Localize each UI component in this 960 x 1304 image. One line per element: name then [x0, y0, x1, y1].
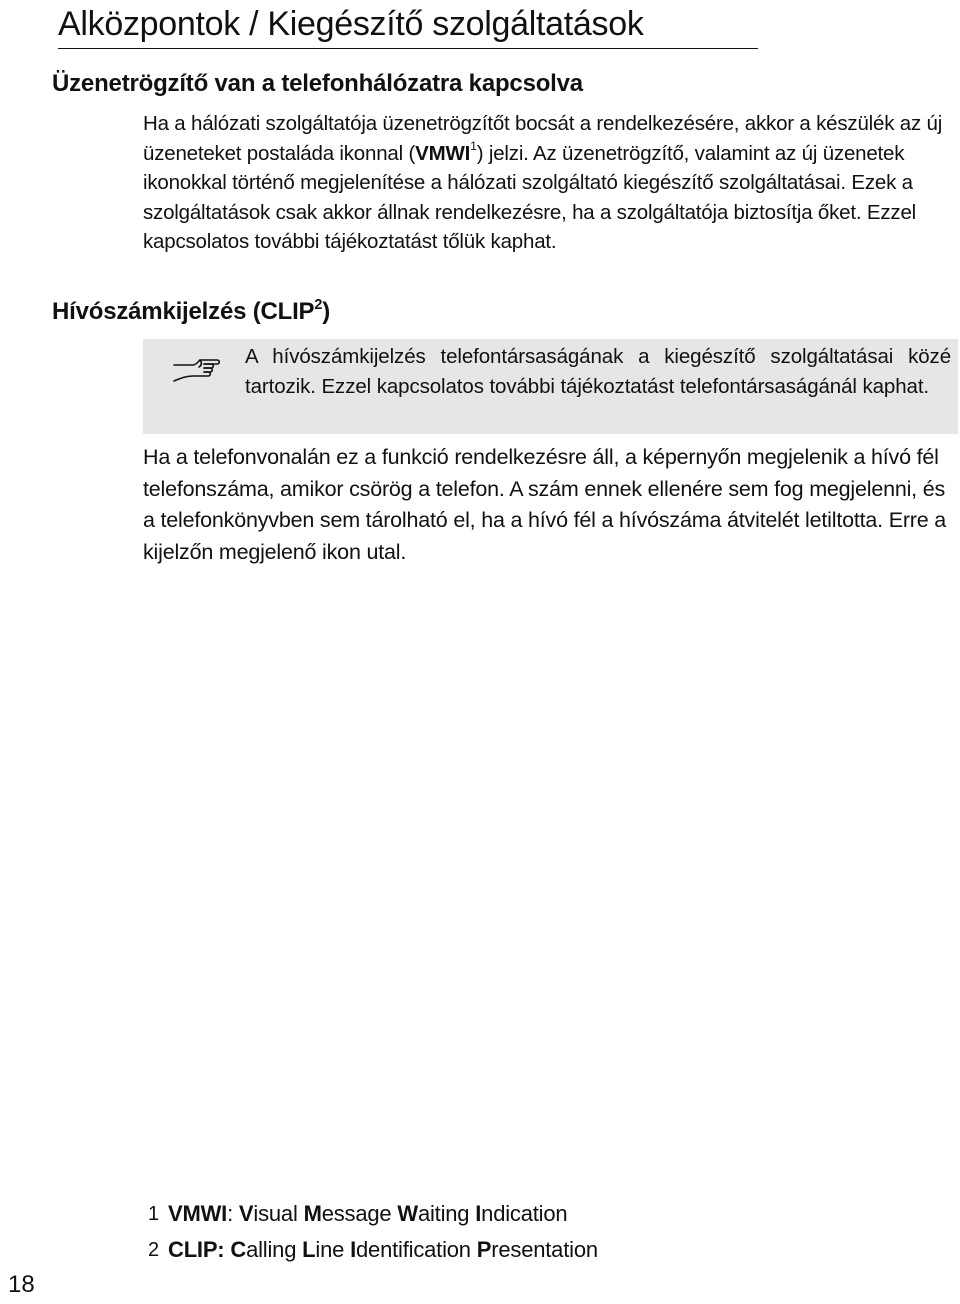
page-title: Alközpontok / Kiegészítő szolgáltatások: [58, 4, 758, 49]
footnote-1: [148, 1196, 598, 1232]
footnote-word-rest: dentification: [356, 1237, 477, 1262]
note-text: A hívószámkijelzés telefontársaságának a kiegészítő szolgáltatásai közé tartozik. Ezzel kapcsolatos további tájékoztatást telefontársaságánál kaphat.: [245, 345, 951, 398]
footnotes: [148, 1196, 598, 1268]
footnote-initial: L: [302, 1237, 316, 1262]
footnote-word-rest: alling: [246, 1237, 303, 1262]
footnote-word-rest: isual: [253, 1201, 304, 1226]
footnote-initial: M: [303, 1201, 322, 1226]
voicemail-text-a: Ha a hálózati szolgáltatója üzenetrögzítőt bocsát a rendelkezésére, akkor a készülék az új üzeneteket postaláda ikonnal (: [143, 112, 943, 165]
vmwi-term: VMWI: [415, 141, 471, 165]
footnote-initial: V: [238, 1201, 254, 1226]
footnote-ref-2: 2: [314, 296, 323, 313]
section-heading-clip: [52, 298, 330, 326]
voicemail-text-b: ) jelzi. Az üzenetrögzítő, valamint az új üzenetek ikonokkal történő megjelenítése a hálózati szolgáltató kiegészítő szolgáltatásai. Ezek a szolgáltatások csak akkor állnak rendelkezésre, ha a szolgáltatója biztosítja őket. Ezzel kapcsolatos további tájékoztatást tőlük kaphat.: [143, 141, 917, 253]
pointing-hand-icon: [171, 353, 223, 385]
footnote-initial: W: [397, 1201, 418, 1226]
footnote-ref-1: 1: [470, 139, 477, 154]
footnote-initial: I: [475, 1201, 482, 1226]
footnote-initial: I: [350, 1237, 357, 1262]
footnote-initial: P: [476, 1237, 492, 1262]
section-heading-voicemail: Üzenetrögzítő van a telefonhálózatra kapcsolva: [52, 70, 583, 97]
clip-heading-text: Hívószámkijelzés (CLIP: [52, 298, 315, 325]
footnote-word-rest: resentation: [491, 1237, 598, 1262]
footnote-2: [148, 1232, 598, 1268]
page-number: 18: [8, 1271, 35, 1298]
footnote-word-rest: essage: [321, 1201, 398, 1226]
clip-heading-close: ): [322, 298, 330, 325]
footnote-word-rest: aiting: [417, 1201, 476, 1226]
note-box: [143, 339, 958, 434]
clip-paragraph: Ha a telefonvonalán ez a funkció rendelkezésre áll, a képernyőn megjelenik a hívó fél telefonszáma, amikor csörög a telefon. A szám ennek ellenére sem fog megjelenni, és a telefonkönyvben sem tárolható el, ha a hívó fél a hívószáma átvitelét letiltotta. Erre a kijelzőn megjelenő ikon utal.: [143, 445, 947, 564]
footnote-term: VMWI: [168, 1201, 228, 1226]
voicemail-paragraph: [143, 109, 953, 257]
footnote-number: 2: [148, 1239, 159, 1261]
footnote-initial: C: [230, 1237, 247, 1262]
footnote-word-rest: ine: [315, 1237, 351, 1262]
footnote-number: 1: [148, 1203, 159, 1225]
footnote-word-rest: ndication: [481, 1201, 568, 1226]
footnote-term: CLIP:: [168, 1237, 225, 1262]
footnote-separator: :: [227, 1201, 239, 1226]
